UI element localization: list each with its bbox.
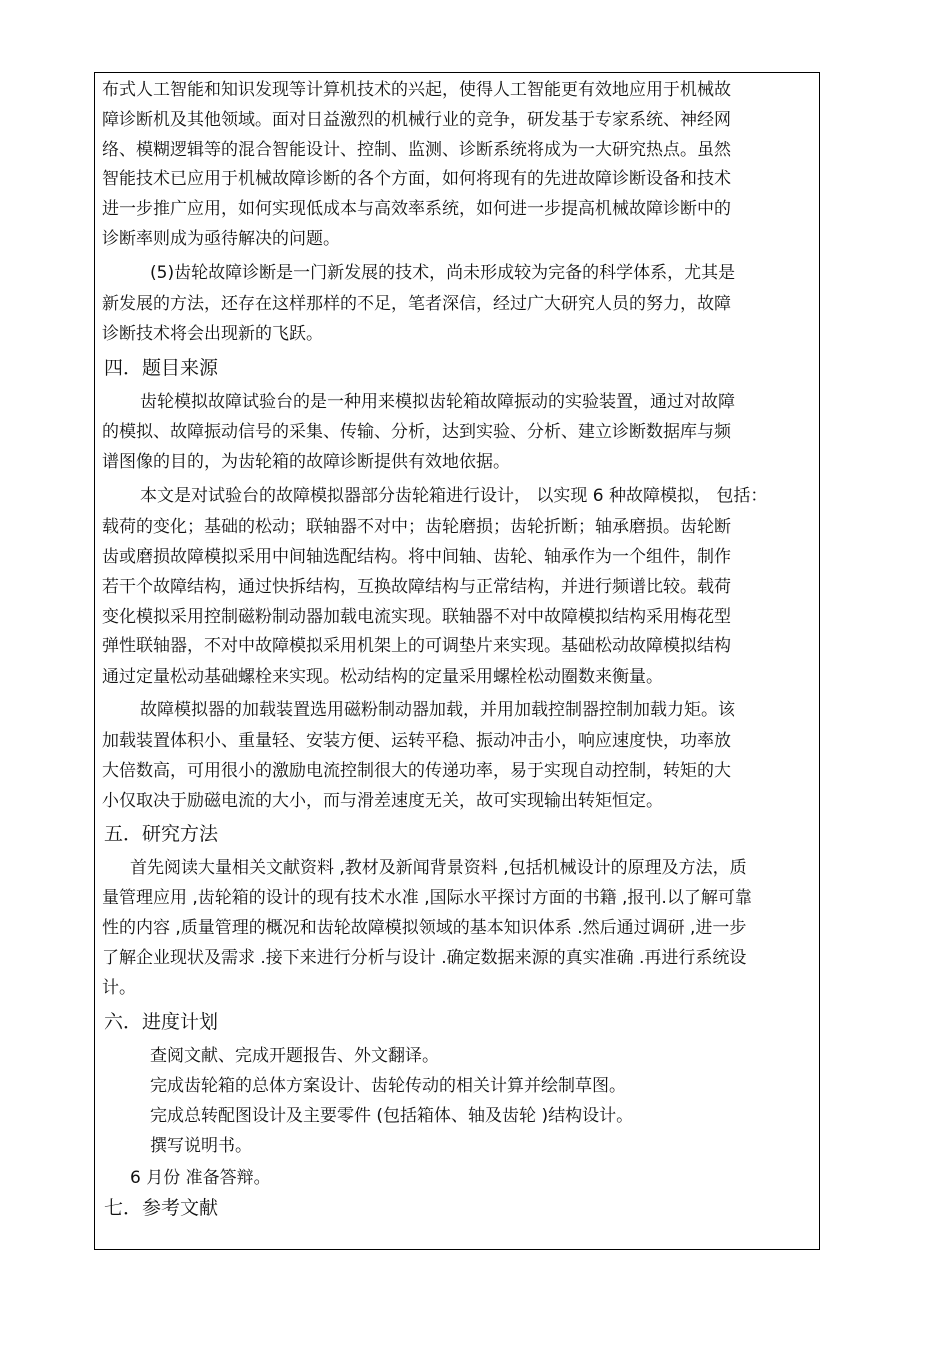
section-heading: 六．进度计划 [104,1011,219,1033]
text-line: 诊断技术将会出现新的飞跃。 [102,324,323,344]
text-line: 的模拟、故障振动信号的采集、传输、分析，达到实验、分析、建立诊断数据库与频 [102,422,731,442]
text-line: 本文是对试验台的故障模拟器部分齿轮箱进行设计， 以实现 6 种故障模拟， 包括： [140,486,768,506]
text-line: 小仅取决于励磁电流的大小，而与滑差速度无关，故可实现输出转矩恒定。 [102,791,663,811]
text-line: 通过定量松动基础螺栓来实现。松动结构的定量采用螺栓松动圈数来衡量。 [102,667,663,687]
text-line: 弹性联轴器，不对中故障模拟采用机架上的可调垫片来实现。基础松动故障模拟结构 [102,636,731,656]
text-line: 络、模糊逻辑等的混合智能设计、控制、监测、诊断系统将成为一大研究热点。虽然 [102,140,731,160]
section-heading: 四．题目来源 [104,357,219,379]
text-line: 首先阅读大量相关文献资料 ,教材及新闻背景资料 ,包括机械设计的原理及方法，质 [130,858,747,878]
text-line: 完成总转配图设计及主要零件 (包括箱体、轴及齿轮 )结构设计。 [150,1106,634,1126]
text-line: 齿轮模拟故障试验台的是一种用来模拟齿轮箱故障振动的实验装置，通过对故障 [140,392,735,412]
text-line: 故障模拟器的加载装置选用磁粉制动器加载，并用加载控制器控制加载力矩。该 [140,700,735,720]
text-line: 诊断率则成为亟待解决的问题。 [102,229,340,249]
text-line: 智能技术已应用于机械故障诊断的各个方面，如何将现有的先进故障诊断设备和技术 [102,169,731,189]
text-line: 变化模拟采用控制磁粉制动器加载电流实现。联轴器不对中故障模拟结构采用梅花型 [102,607,731,627]
text-line: (5)齿轮故障诊断是一门新发展的技术，尚未形成较为完备的科学体系，尤其是 [150,263,736,283]
text-line: 新发展的方法，还存在这样那样的不足，笔者深信，经过广大研究人员的努力，故障 [102,294,731,314]
text-line: 6 月份 准备答辩。 [130,1168,271,1188]
text-line: 谱图像的目的，为齿轮箱的故障诊断提供有效地依据。 [102,452,510,472]
text-line: 性的内容 ,质量管理的概况和齿轮故障模拟领域的基本知识体系 .然后通过调研 ,进一步 [102,918,747,938]
text-line: 大倍数高，可用很小的激励电流控制很大的传递功率，易于实现自动控制，转矩的大 [102,761,731,781]
text-line: 完成齿轮箱的总体方案设计、齿轮传动的相关计算并绘制草图。 [150,1076,626,1096]
text-line: 障诊断机及其他领域。面对日益激烈的机械行业的竞争，研发基于专家系统、神经网 [102,110,731,130]
text-line: 载荷的变化；基础的松动；联轴器不对中；齿轮磨损；齿轮折断；轴承磨损。齿轮断 [102,517,731,537]
text-line: 加载装置体积小、重量轻、安装方便、运转平稳、振动冲击小，响应速度快，功率放 [102,731,731,751]
text-line: 查阅文献、完成开题报告、外文翻译。 [150,1046,439,1066]
text-line: 布式人工智能和知识发现等计算机技术的兴起，使得人工智能更有效地应用于机械故 [102,80,731,100]
text-line: 量管理应用 ,齿轮箱的设计的现有技术水准 ,国际水平探讨方面的书籍 ,报刊.以了解可靠 [102,888,752,908]
text-line: 若干个故障结构，通过快拆结构，互换故障结构与正常结构，并进行频谱比较。载荷 [102,577,731,597]
section-heading: 七．参考文献 [104,1197,219,1219]
text-line: 撰写说明书。 [150,1136,252,1156]
text-line: 了解企业现状及需求 .接下来进行分析与设计 .确定数据来源的真实准确 .再进行系统设 [102,948,747,968]
section-heading: 五．研究方法 [104,823,219,845]
text-line: 计。 [102,978,136,998]
text-line: 进一步推广应用，如何实现低成本与高效率系统，如何进一步提高机械故障诊断中的 [102,199,731,219]
text-line: 齿或磨损故障模拟采用中间轴选配结构。将中间轴、齿轮、轴承作为一个组件，制作 [102,547,731,567]
